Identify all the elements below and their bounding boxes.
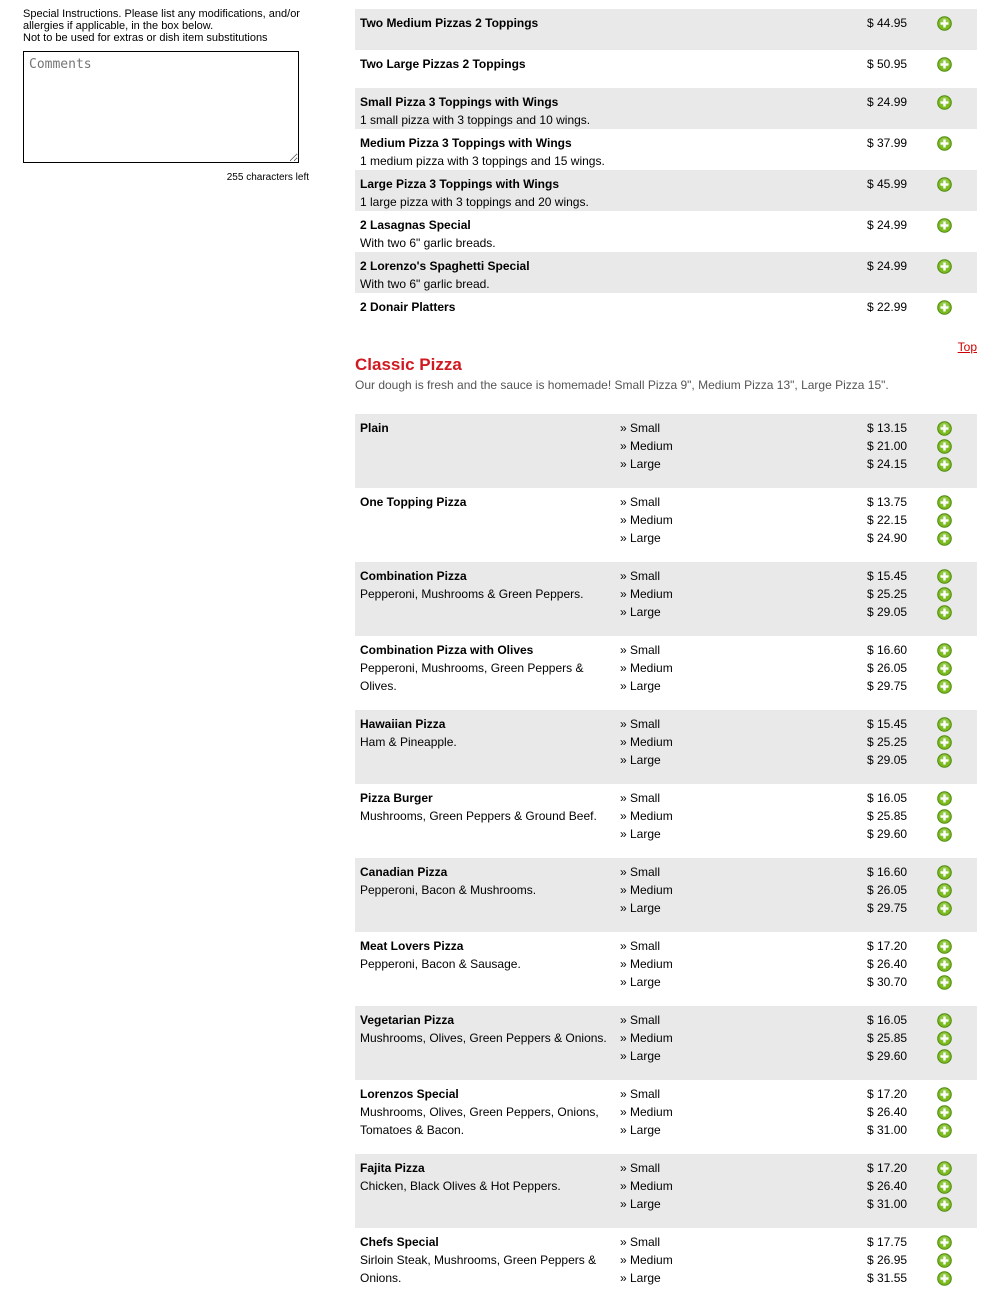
add-to-cart-button[interactable] <box>937 827 952 845</box>
instructions-line-1: Special Instructions. Please list any modifications, and/or allergies if applicable, in the box below. <box>23 8 300 32</box>
special-item-row <box>355 211 977 252</box>
size-price: $ 25.25 <box>867 735 908 749</box>
item-name: Pizza Burger <box>360 791 433 805</box>
item-description: Pepperoni, Bacon & Mushrooms. <box>360 883 537 897</box>
add-to-cart-icon[interactable] <box>937 1109 952 1123</box>
special-item-row <box>355 252 977 293</box>
size-price: $ 16.05 <box>867 1013 908 1027</box>
add-to-cart-button[interactable] <box>937 177 952 192</box>
size-label: » Small <box>620 717 661 731</box>
add-to-cart-button[interactable] <box>937 259 952 274</box>
add-to-cart-icon[interactable] <box>937 1127 952 1141</box>
size-label: » Large <box>620 605 661 619</box>
add-to-cart-icon[interactable] <box>937 609 952 623</box>
add-to-cart-icon[interactable] <box>937 1183 952 1197</box>
size-price: $ 26.05 <box>867 661 908 675</box>
size-label: » Large <box>620 1049 661 1063</box>
size-label: » Large <box>620 1197 661 1211</box>
add-to-cart-icon[interactable] <box>937 795 952 809</box>
special-item-row <box>355 129 977 170</box>
special-instructions-panel <box>23 8 313 183</box>
item-name: Fajita Pizza <box>360 1161 425 1175</box>
item-description: 1 small pizza with 3 toppings and 10 wings. <box>360 113 591 127</box>
size-label: » Medium <box>620 513 673 527</box>
item-name: 2 Lasagnas Special <box>360 218 471 232</box>
add-to-cart-button[interactable] <box>937 809 952 827</box>
item-price: $ 24.99 <box>867 95 908 109</box>
add-to-cart-icon[interactable] <box>937 831 952 845</box>
add-to-cart-icon[interactable] <box>937 813 952 827</box>
special-item-row <box>355 293 977 331</box>
item-name: Two Large Pizzas 2 Toppings <box>360 57 526 71</box>
add-to-cart-button[interactable] <box>937 513 952 531</box>
item-name: 2 Lorenzo's Spaghetti Special <box>360 259 530 273</box>
add-to-cart-button[interactable] <box>937 883 952 901</box>
size-add-buttons <box>937 569 952 623</box>
size-add-buttons <box>937 791 952 845</box>
size-label: » Large <box>620 679 661 693</box>
add-to-cart-button[interactable] <box>937 1271 952 1289</box>
add-to-cart-icon[interactable] <box>937 573 952 587</box>
add-to-cart-button[interactable] <box>937 569 952 587</box>
size-label: » Medium <box>620 1253 673 1267</box>
item-price: $ 24.99 <box>867 259 908 273</box>
add-to-cart-icon[interactable] <box>937 683 952 697</box>
item-price: $ 24.99 <box>867 218 908 232</box>
item-name: Small Pizza 3 Toppings with Wings <box>360 95 559 109</box>
size-prices <box>867 1011 907 1065</box>
size-label: » Small <box>620 939 661 953</box>
add-to-cart-button[interactable] <box>937 1105 952 1123</box>
size-label: » Medium <box>620 661 673 675</box>
size-prices <box>867 419 907 473</box>
add-to-cart-icon[interactable] <box>937 425 952 439</box>
add-to-cart-button[interactable] <box>937 1031 952 1049</box>
add-to-cart-icon[interactable] <box>937 1017 952 1031</box>
characters-left-counter: 255 characters left <box>226 172 309 183</box>
size-add-buttons <box>937 421 952 475</box>
size-price: $ 22.15 <box>867 513 908 527</box>
special-item-row <box>355 88 977 129</box>
size-price: $ 31.55 <box>867 1271 908 1285</box>
add-to-cart-button[interactable] <box>937 1161 952 1179</box>
add-to-cart-button[interactable] <box>937 643 952 661</box>
add-to-cart-icon[interactable] <box>937 1257 952 1271</box>
add-to-cart-button[interactable] <box>937 735 952 753</box>
pizza-item-row <box>355 1080 977 1154</box>
size-options <box>620 1011 673 1065</box>
size-price: $ 29.05 <box>867 605 908 619</box>
add-to-cart-icon[interactable] <box>937 739 952 753</box>
size-label: » Medium <box>620 587 673 601</box>
pizza-info <box>360 715 612 751</box>
size-price: $ 31.00 <box>867 1197 908 1211</box>
size-price: $ 15.45 <box>867 717 908 731</box>
size-label: » Medium <box>620 735 673 749</box>
size-label: » Large <box>620 753 661 767</box>
size-price: $ 13.15 <box>867 421 908 435</box>
size-prices <box>867 715 907 769</box>
size-label: » Small <box>620 865 661 879</box>
item-name: Chefs Special <box>360 1235 439 1249</box>
size-label: » Small <box>620 1013 661 1027</box>
special-item-row <box>355 50 977 88</box>
add-to-cart-button[interactable] <box>937 605 952 623</box>
item-name: Canadian Pizza <box>360 865 448 879</box>
size-add-buttons <box>937 495 952 549</box>
add-to-cart-button[interactable] <box>937 1197 952 1215</box>
add-to-cart-icon[interactable] <box>937 1053 952 1067</box>
size-prices <box>867 1085 907 1139</box>
add-to-cart-button[interactable] <box>937 495 952 513</box>
section-title: Classic Pizza <box>355 355 462 374</box>
size-options <box>620 863 673 917</box>
size-price: $ 21.00 <box>867 439 908 453</box>
add-to-cart-button[interactable] <box>937 1179 952 1197</box>
add-to-cart-button[interactable] <box>937 1235 952 1253</box>
size-prices <box>867 641 907 695</box>
add-to-cart-button[interactable] <box>937 1049 952 1067</box>
add-to-cart-icon[interactable] <box>937 887 952 901</box>
size-price: $ 16.05 <box>867 791 908 805</box>
size-label: » Small <box>620 1161 661 1175</box>
item-name: Combination Pizza <box>360 569 467 583</box>
size-label: » Large <box>620 827 661 841</box>
add-to-cart-icon[interactable] <box>937 443 952 457</box>
size-add-buttons <box>937 717 952 771</box>
item-description: Mushrooms, Olives, Green Peppers, Onions, Tomatoes & Bacon. <box>360 1105 599 1137</box>
size-add-buttons <box>937 1087 952 1141</box>
add-to-cart-button[interactable] <box>937 439 952 457</box>
add-to-cart-button[interactable] <box>937 1253 952 1271</box>
add-to-cart-button[interactable] <box>937 218 952 233</box>
item-description: With two 6" garlic breads. <box>360 236 496 250</box>
item-name: Two Medium Pizzas 2 Toppings <box>360 16 539 30</box>
add-to-cart-icon[interactable] <box>937 461 952 475</box>
size-add-buttons <box>937 1013 952 1067</box>
item-price: $ 45.99 <box>867 177 908 191</box>
size-options <box>620 1159 673 1213</box>
comments-textarea[interactable] <box>23 51 299 163</box>
pizza-info <box>360 1085 612 1139</box>
size-label: » Large <box>620 901 661 915</box>
pizza-item-row <box>355 488 977 562</box>
size-label: » Large <box>620 531 661 545</box>
add-to-cart-button[interactable] <box>937 57 952 72</box>
item-description: With two 6" garlic bread. <box>360 277 490 291</box>
pizza-info <box>360 1159 612 1195</box>
item-name: Meat Lovers Pizza <box>360 939 464 953</box>
add-to-cart-icon[interactable] <box>937 535 952 549</box>
add-to-cart-button[interactable] <box>937 587 952 605</box>
add-to-cart-button[interactable] <box>937 865 952 883</box>
item-price: $ 37.99 <box>867 136 908 150</box>
add-to-cart-icon[interactable] <box>937 517 952 531</box>
item-name: Lorenzos Special <box>360 1087 459 1101</box>
add-to-cart-icon[interactable] <box>937 591 952 605</box>
pizza-item-row <box>355 414 977 488</box>
size-price: $ 25.25 <box>867 587 908 601</box>
item-price: $ 44.95 <box>867 16 908 30</box>
item-description: Pepperoni, Mushrooms & Green Peppers. <box>360 587 584 601</box>
size-options <box>620 789 673 843</box>
size-price: $ 29.75 <box>867 679 908 693</box>
size-price: $ 24.15 <box>867 457 908 471</box>
item-name: Hawaiian Pizza <box>360 717 446 731</box>
size-options <box>620 1085 673 1139</box>
add-to-cart-icon[interactable] <box>937 1201 952 1215</box>
size-prices <box>867 937 907 991</box>
add-to-cart-icon[interactable] <box>937 647 952 661</box>
add-to-cart-icon[interactable] <box>937 1035 952 1049</box>
pizza-item-row <box>355 784 977 858</box>
pizza-info <box>360 567 612 603</box>
size-label: » Large <box>620 1123 661 1137</box>
top-link[interactable]: Top <box>957 340 977 354</box>
section-description: Our dough is fresh and the sauce is homemade! Small Pizza 9", Medium Pizza 13", Large Pizza 15". <box>355 378 889 392</box>
instructions-line-2: Not to be used for extras or dish item substitutions <box>23 32 268 44</box>
size-price: $ 17.20 <box>867 1087 908 1101</box>
pizza-item-row <box>355 1006 977 1080</box>
add-to-cart-icon[interactable] <box>937 757 952 771</box>
size-price: $ 15.45 <box>867 569 908 583</box>
item-name: Combination Pizza with Olives <box>360 643 534 657</box>
instructions-text <box>23 8 313 44</box>
size-label: » Medium <box>620 809 673 823</box>
pizza-info <box>360 1011 612 1047</box>
size-price: $ 26.40 <box>867 957 908 971</box>
size-price: $ 17.20 <box>867 1161 908 1175</box>
size-price: $ 16.60 <box>867 865 908 879</box>
size-options <box>620 419 673 473</box>
add-to-cart-button[interactable] <box>937 753 952 771</box>
size-price: $ 26.40 <box>867 1179 908 1193</box>
add-to-cart-button[interactable] <box>937 136 952 151</box>
special-item-row <box>355 170 977 211</box>
add-to-cart-icon[interactable] <box>937 1239 952 1253</box>
size-prices <box>867 567 907 621</box>
add-to-cart-icon[interactable] <box>937 961 952 975</box>
size-price: $ 30.70 <box>867 975 908 989</box>
special-item-row <box>355 9 977 50</box>
pizza-item-row <box>355 1228 977 1302</box>
size-price: $ 31.00 <box>867 1123 908 1137</box>
add-to-cart-button[interactable] <box>937 717 952 735</box>
pizza-info <box>360 493 612 511</box>
top-link-row <box>355 331 977 355</box>
size-price: $ 25.85 <box>867 1031 908 1045</box>
size-add-buttons <box>937 1161 952 1215</box>
item-name: 2 Donair Platters <box>360 300 456 314</box>
size-price: $ 17.75 <box>867 1235 908 1249</box>
item-price: $ 50.95 <box>867 57 908 71</box>
item-price: $ 22.99 <box>867 300 908 314</box>
add-to-cart-icon[interactable] <box>937 869 952 883</box>
size-label: » Small <box>620 643 661 657</box>
size-options <box>620 715 673 769</box>
add-to-cart-button[interactable] <box>937 679 952 697</box>
add-to-cart-button[interactable] <box>937 901 952 919</box>
size-price: $ 26.05 <box>867 883 908 897</box>
add-to-cart-button[interactable] <box>937 661 952 679</box>
pizza-item-row <box>355 1154 977 1228</box>
pizza-info <box>360 789 612 825</box>
item-name: Large Pizza 3 Toppings with Wings <box>360 177 560 191</box>
item-description: Pepperoni, Mushrooms, Green Peppers & Olives. <box>360 661 584 693</box>
size-label: » Small <box>620 421 661 435</box>
add-to-cart-icon[interactable] <box>937 905 952 919</box>
add-to-cart-icon[interactable] <box>937 1165 952 1179</box>
add-to-cart-icon[interactable] <box>937 721 952 735</box>
size-options <box>620 641 673 695</box>
size-label: » Small <box>620 569 661 583</box>
size-price: $ 29.05 <box>867 753 908 767</box>
size-label: » Medium <box>620 957 673 971</box>
add-to-cart-button[interactable] <box>937 957 952 975</box>
size-price: $ 17.20 <box>867 939 908 953</box>
item-description: 1 medium pizza with 3 toppings and 15 wings. <box>360 154 605 168</box>
size-options <box>620 493 673 547</box>
size-add-buttons <box>937 1235 952 1289</box>
size-price: $ 24.90 <box>867 531 908 545</box>
size-prices <box>867 1159 907 1213</box>
pizza-info <box>360 937 612 973</box>
item-description: Chicken, Black Olives & Hot Peppers. <box>360 1179 561 1193</box>
add-to-cart-icon[interactable] <box>937 979 952 993</box>
item-description: Pepperoni, Bacon & Sausage. <box>360 957 521 971</box>
add-to-cart-button[interactable] <box>937 16 952 31</box>
size-label: » Medium <box>620 883 673 897</box>
add-to-cart-button[interactable] <box>937 939 952 957</box>
size-label: » Small <box>620 791 661 805</box>
size-price: $ 16.60 <box>867 643 908 657</box>
size-label: » Medium <box>620 439 673 453</box>
size-add-buttons <box>937 865 952 919</box>
pizza-item-row <box>355 858 977 932</box>
size-label: » Small <box>620 495 661 509</box>
item-name: Medium Pizza 3 Toppings with Wings <box>360 136 572 150</box>
add-to-cart-icon[interactable] <box>937 943 952 957</box>
item-description: Sirloin Steak, Mushrooms, Green Peppers & Onions. <box>360 1253 597 1285</box>
size-price: $ 29.60 <box>867 827 908 841</box>
specials-list <box>355 9 977 331</box>
pizza-item-row <box>355 562 977 636</box>
add-to-cart-button[interactable] <box>937 791 952 809</box>
item-name: Vegetarian Pizza <box>360 1013 455 1027</box>
add-to-cart-icon[interactable] <box>937 1275 952 1289</box>
pizza-item-row <box>355 932 977 1006</box>
add-to-cart-button[interactable] <box>937 975 952 993</box>
add-to-cart-button[interactable] <box>937 421 952 439</box>
size-price: $ 29.60 <box>867 1049 908 1063</box>
size-options <box>620 937 673 991</box>
item-name: One Topping Pizza <box>360 495 467 509</box>
size-label: » Large <box>620 1271 661 1285</box>
item-description: 1 large pizza with 3 toppings and 20 wings. <box>360 195 589 209</box>
add-to-cart-button[interactable] <box>937 1123 952 1141</box>
menu-list <box>355 9 977 1302</box>
size-label: » Medium <box>620 1031 673 1045</box>
size-prices <box>867 493 907 547</box>
size-price: $ 25.85 <box>867 809 908 823</box>
size-price: $ 26.40 <box>867 1105 908 1119</box>
size-label: » Medium <box>620 1179 673 1193</box>
size-label: » Large <box>620 975 661 989</box>
size-label: » Small <box>620 1087 661 1101</box>
add-to-cart-button[interactable] <box>937 95 952 110</box>
add-to-cart-button[interactable] <box>937 1087 952 1105</box>
size-options <box>620 567 673 621</box>
pizza-item-row <box>355 636 977 710</box>
size-add-buttons <box>937 939 952 993</box>
add-to-cart-icon[interactable] <box>937 1091 952 1105</box>
pizza-info <box>360 419 612 437</box>
size-add-buttons <box>937 643 952 697</box>
item-description: Ham & Pineapple. <box>360 735 457 749</box>
pizza-item-row <box>355 710 977 784</box>
size-prices <box>867 863 907 917</box>
size-price: $ 29.75 <box>867 901 908 915</box>
size-label: » Small <box>620 1235 661 1249</box>
item-name: Plain <box>360 421 389 435</box>
size-price: $ 13.75 <box>867 495 908 509</box>
add-to-cart-icon[interactable] <box>937 665 952 679</box>
size-label: » Large <box>620 457 661 471</box>
pizza-list <box>355 414 977 1302</box>
size-label: » Medium <box>620 1105 673 1119</box>
size-price: $ 26.95 <box>867 1253 908 1267</box>
add-to-cart-button[interactable] <box>937 531 952 549</box>
add-to-cart-icon[interactable] <box>937 499 952 513</box>
item-description: Mushrooms, Green Peppers & Ground Beef. <box>360 809 597 823</box>
pizza-info <box>360 863 612 899</box>
add-to-cart-button[interactable] <box>937 457 952 475</box>
add-to-cart-button[interactable] <box>937 1013 952 1031</box>
item-description: Mushrooms, Olives, Green Peppers & Onions. <box>360 1031 607 1045</box>
add-to-cart-button[interactable] <box>937 300 952 315</box>
pizza-info <box>360 641 612 695</box>
size-prices <box>867 789 907 843</box>
